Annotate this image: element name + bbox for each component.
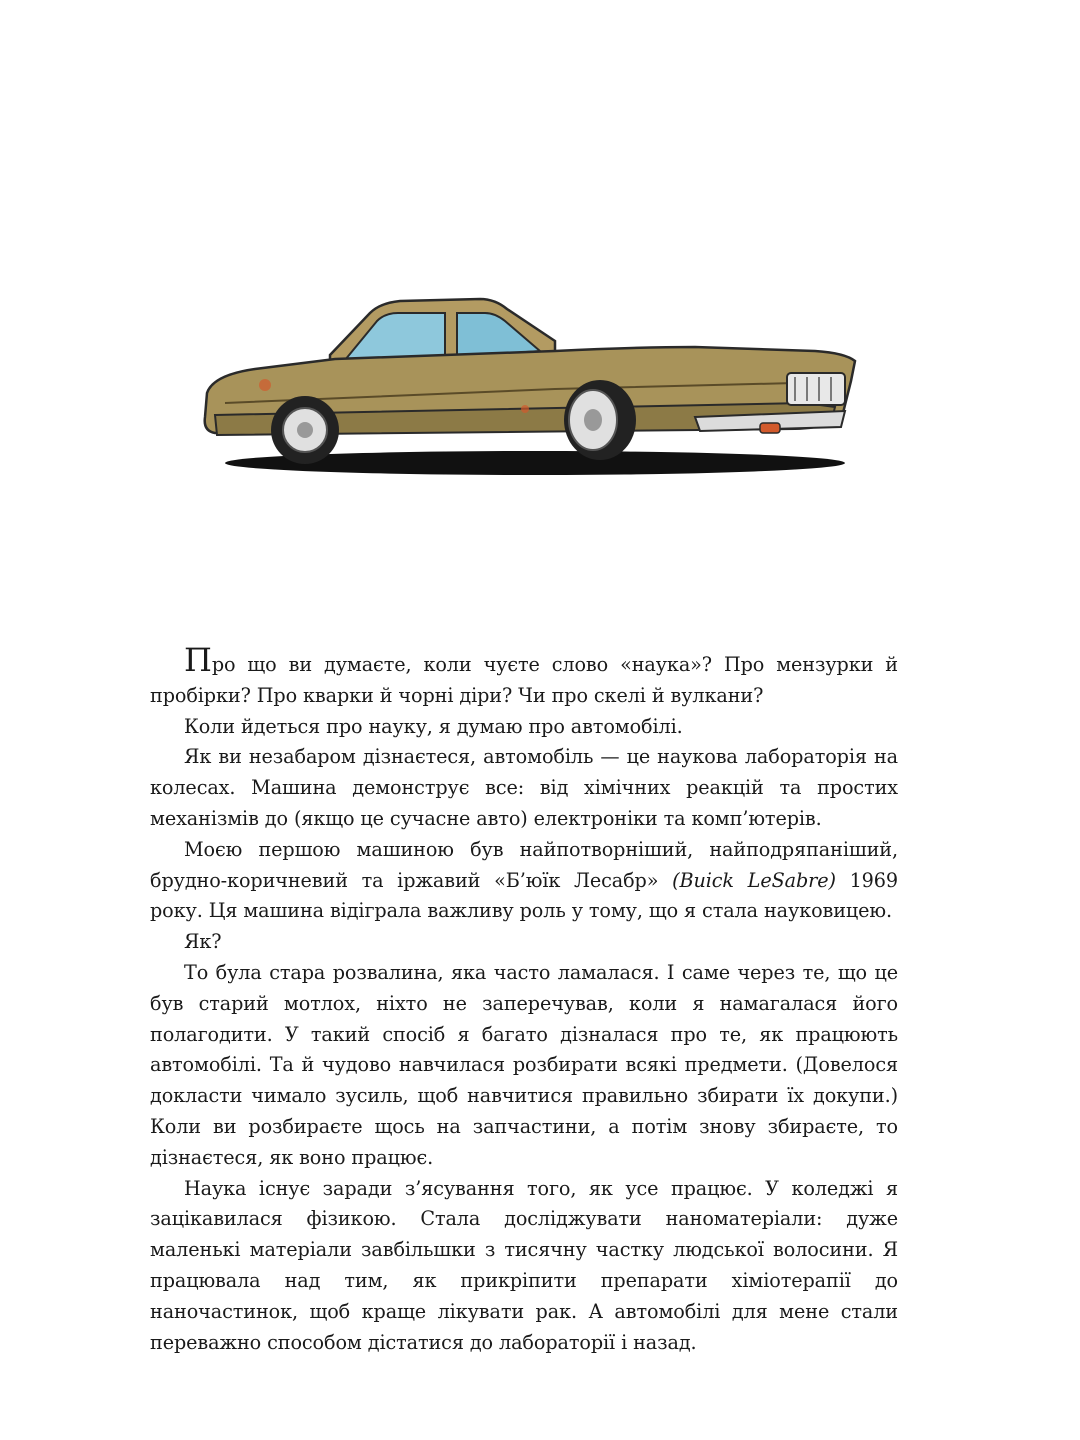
rust-spot: [259, 379, 271, 391]
paragraph-6: То була стара розвалина, яка часто ламалася. І саме через те, що це був старий мотлох, ніхто не заперечував, коли я намагалася його полагодити. У такий спосіб я багато дізналася про те, як працюють автомобілі. Та й чудово навчилася розбирати всякі предмети. (Довелося докласти чимало зусиль, щоб навчитися правильно збирати їх докупи.) Коли ви розбираєте щось на запчастини, а потім знову збираєте, то дізнаєтеся, як воно працює.: [150, 960, 898, 1169]
paragraph-1: [150, 641, 898, 712]
paragraph-4-english: (Buick LeSabre): [672, 868, 836, 892]
paragraph-4-text-b: 1969 року. Ця машина відіграла важливу роль у тому, що я стала науковицею.: [150, 868, 899, 923]
car-front-wheel: [564, 380, 636, 460]
paragraph-3: Як ви незабаром дізнаєтеся, автомобіль — це наукова лабораторія на колесах. Машина демонструє все: від хімічних реакцій та простих механізмів до (якщо це сучасне авто) електроніки та комп’ютерів.: [150, 745, 898, 830]
paragraph-7: Наука існує заради з’ясування того, як усе працює. У коледжі я зацікавилася фізикою. Стала досліджувати наноматеріали: дуже маленькі матеріали завбільшки з тисячну частку людської волосини. Я працювала над тим, як прикріпити препарати хіміотерапії до наночастинок, щоб краще лікувати рак. А автомобілі для мене стали переважно способом дістатися до лабораторії і назад.: [150, 1176, 898, 1354]
rust-spot: [521, 405, 529, 413]
paragraph-4-text-a: Моєю першою машиною був найпотворніший, найподряпаніший, брудно-коричневий та іржавий «Б’юїк Лесабр»: [150, 837, 898, 892]
car-rear-wheel: [271, 396, 339, 464]
paragraph-1-text: ро що ви думаєте, коли чуєте слово «наука»? Про мензурки й пробірки? Про кварки й чорні діри? Чи про скелі й вулкани?: [150, 653, 898, 707]
paragraph-5: Як?: [184, 930, 222, 954]
drop-cap: П: [184, 641, 212, 679]
car-illustration: [195, 285, 875, 485]
paragraph-2: Коли йдеться про науку, я думаю про автомобілі.: [184, 714, 683, 738]
paragraph-4: [150, 835, 898, 927]
body-text: [150, 641, 899, 1358]
car-front-light: [760, 423, 780, 433]
